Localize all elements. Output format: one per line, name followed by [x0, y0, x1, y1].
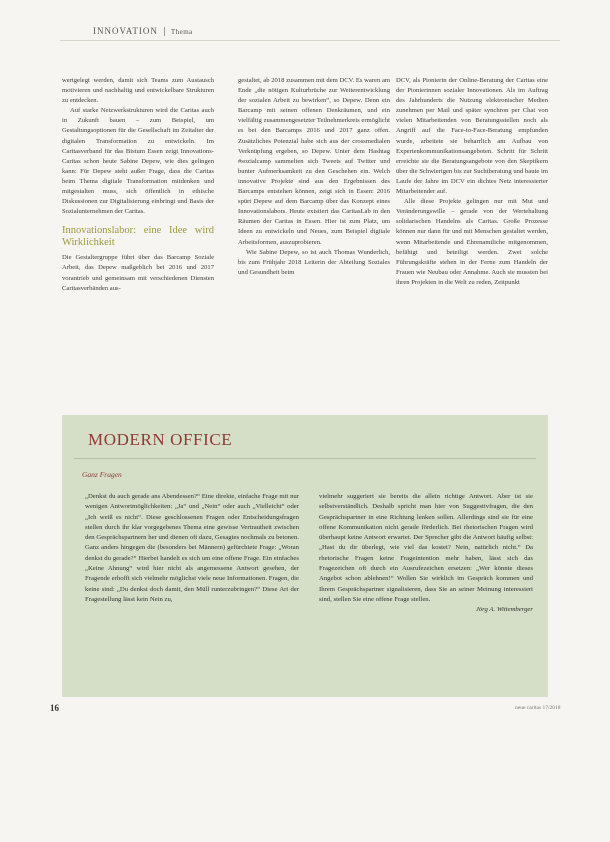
header-rule — [60, 40, 560, 41]
article-column-3 — [396, 76, 548, 288]
header-subsection: Thema — [170, 28, 193, 36]
box-column-left — [85, 492, 299, 605]
box-subtitle: Ganz Fragen — [82, 470, 122, 479]
box-signature: Jörg A. Wittemberger — [475, 606, 533, 614]
paragraph: Alle diese Projekte gelingen nur mit Mut und Veränderungswille – gerade von der Wertehaltung solidarischen Handelns als Caritas. Große Prozesse können nur dann für und mit Menschen gestaltet werden, wenn Mitarbeitende und Ehrenamtliche mitgenommen, befähigt und beteiligt werden. Zwei solche Führungskräfte stehen in der Ferne zum Handeln der Frauen wie Neubau oder Annahme. Auch sie mussten bei ihren Projekten in die Welt zu reden, Zeitpunkt — [396, 198, 548, 286]
subheading: Innovationslabor: eine Idee wird Wirklichkeit — [62, 225, 214, 249]
paragraph: wertgelegt werden, damit sich Teams zum Austausch motivieren und nachhaltig und entwickelbare Strukturen zu entdecken. — [62, 77, 214, 105]
publication-source: neue caritas 17/2018 — [515, 705, 561, 711]
paragraph: vielmehr suggeriert sie bereits die allein richtige Antwort. Aber ist sie selbstverständlich. Deshalb spricht man hier von Suggestivfragen, die den Gesprächspartner in eine Richtung lenken sollen. Allerdings sind sie für eine offene Kommunikation nicht gerade förderlich. Bei rhetorischen Fragen wird überhaupt keine Antwort erwartet. Der Sprecher gibt die Antwort häufig selbst: „Hast du dir überlegt, wie viel das kostet? Nein, natürlich nicht.“ Da rhetorische Fragen keine Frageintention mehr haben, lässt sich das Fragezeichen oft durch ein Ausrufezeichen ersetzen: „Wer könnte dieses Angebot schon ablehnen!“ Wollen Sie wirklich im Gespräch kommen und Ihrem Gesprächspartner signalisieren, dass Sie an seiner Meinung interessiert sind, stellen Sie eine offene Frage stellen. — [319, 493, 533, 603]
paragraph: DCV, als Pionierin der Online-Beratung der Caritas eine der Pionierinnen sozialer Innovationen. Als im Auftrag des Jahrhunderts die Nutzung elektronischer Medien zunehmen per Mail und später synchron per Chat von vielen Mitarbeitenden von Beratungsstellen noch als Angriff auf die Face-to-Face-Beratung empfunden wurde, arbeitete sie beharrlich am Aufbau von Expertenkommunikationsangeboten. Schritt für Schritt erreichte sie die Beratungsangebote von den Skeptikern über die Schwierigen bis zur Suchtberatung und baute im Laufe der Jahre im DCV ein dichtes Netz interessierter Mitarbeitender auf. — [396, 77, 548, 196]
article-column-2 — [238, 76, 390, 278]
header-section: INNOVATION — [93, 26, 158, 36]
paragraph: Die Gestaltergruppe führt über das Barcamp Soziale Arbeit, das Depew maßgeblich bei 2016 und 2017 vorantrieb und gemeinsam mit verschiedenen Diensten Caritasverbänden aus- — [62, 254, 214, 292]
page-number: 16 — [50, 703, 59, 713]
paragraph: Auf starke Netzwerkstrukturen wird die Caritas auch in Zukunft bauen – zum Beispiel, um Gestaltungsoptionen für die Gesellschaft im Zeitalter der digitalen Transformation zu entwickeln. Im Caritasverband für das Bistum Essen zeigt Innovations-Caritas schon heute Sabine Depew, wie dies gelingen kann: Für Depew steht außer Frage, dass die Caritas beim Thema digitale Transformation mitdenken und mitgestalten muss, sich öffentlich in ethische Diskussionen zur Digitalisierung einbringt und Basis der Sozialunternehmen der Caritas. — [62, 107, 214, 216]
article-column-1 — [62, 76, 214, 294]
modern-office-box — [62, 415, 548, 697]
paragraph: gestaltet, ab 2018 zusammen mit dem DCV. Es waren am Ende „die nötigen Kulturbrüche zur Weiterentwicklung der sozialen Arbeit zu bewirken“, so Depew. Denn ein Barcamp mit seinen offenen Denkräumen, und ein vielfältig zusammengesetzter Teilnehmerkreis ermöglicht es bei den Barcamps 2016 und 2017 ganz offen. Zusätzliches Potenzial habe sich aus der crossmedialen Verknüpfung ergeben, so Depew. Unter dem Hashtag #sozialcamp sammelten sich Tweets auf Twitter und bunter Aufmerksamkeit zu den Geschehen ein. Welch innovative Projekte sind aus den Ergebnissen des Barcamps entstehen können, zeigt sich in Essen: 2016 spürt Depew auf dem Barcamp über das Konzept eines Innovationslabors. Heute existiert das CaritasLab in den Räumen der Caritas in Essen. Hier ist zum Platz, um Ideen zu entwickeln und Neues, zum Beispiel digitale Arbeitsformen, auszuprobieren. — [238, 77, 390, 246]
box-divider — [74, 458, 536, 459]
article-body — [62, 76, 548, 372]
header-divider — [164, 27, 165, 36]
box-column-right — [319, 492, 533, 616]
page-header — [93, 26, 193, 36]
paragraph: „Denkst du auch gerade ans Abendessen?“ Eine direkte, einfache Frage mit nur wenigen Antwortmöglichkeiten: „Ja“ und „Nein“ oder auch „Vielleicht“ oder „Ich weiß es nicht“. Diese geschlossenen Fragen oder Entscheidungsfragen stellen durch ihr klar vorgegebenes Thema eine gewisse Vertrautheit zwischen den Gesprächspartnern her und dienen oft dazu, Gesagtes nochmals zu betonen. Ganz anders hingegen die (besonders bei Männern) gefürchtete Frage: „Woran denkst du gerade?“ Hierbei handelt es sich um eine offene Frage. Ein einfaches „Keine Ahnung“ wird hier nicht als angemessene Antwort gesehen, der Fragende erhofft sich vielmehr möglichst viele neue Informationen. Fragen, die keine sind: „Du denkst doch damit, den Müll runterzubringen?“ Diese Art der Fragestellung lässt kein Nein zu, — [85, 493, 299, 603]
paragraph: Wie Sabine Depew, so ist auch Thomas Wunderlich, bis zum Frühjahr 2018 Leiterin der Abteilung Soziales und Gesundheit beim — [238, 248, 390, 276]
box-title: MODERN OFFICE — [88, 430, 233, 449]
